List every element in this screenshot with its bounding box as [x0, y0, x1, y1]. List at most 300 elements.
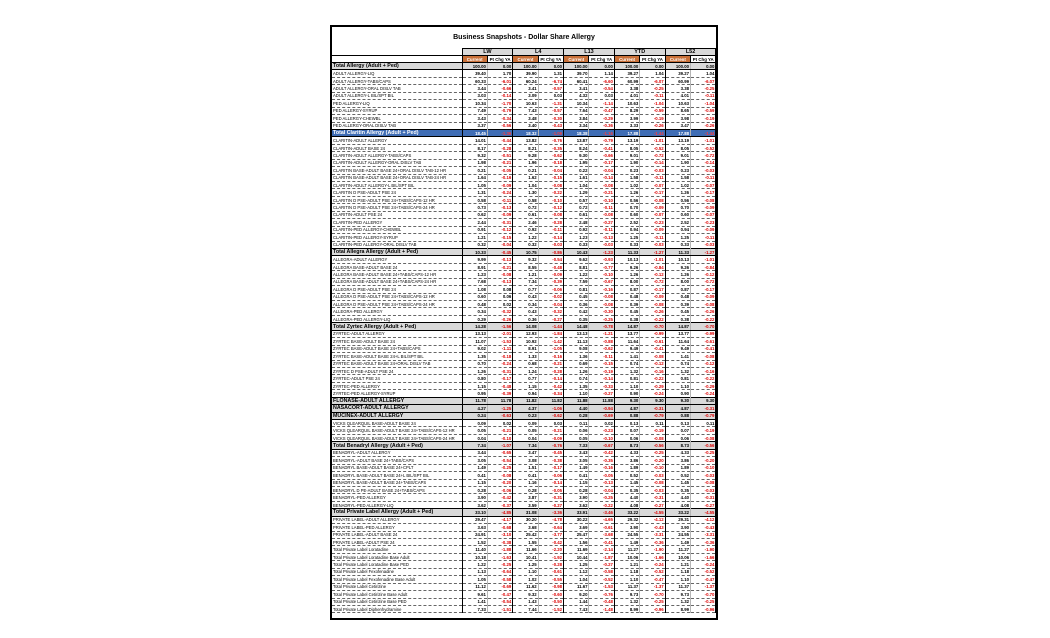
current-value-cell[interactable]: 3.40: [513, 122, 538, 129]
pt-chg-value-cell[interactable]: -1.21: [589, 330, 614, 337]
current-value-cell[interactable]: 0.60: [462, 293, 487, 300]
current-value-cell[interactable]: 9.30: [665, 397, 690, 404]
pt-chg-value-cell[interactable]: 0.00: [538, 63, 563, 70]
pt-chg-value-cell[interactable]: -0.20: [487, 479, 512, 486]
current-value-cell[interactable]: 11.33: [665, 248, 690, 255]
pt-chg-value-cell[interactable]: -0.60: [538, 591, 563, 598]
pt-chg-value-cell[interactable]: -1.44: [538, 323, 563, 330]
pt-chg-value-cell[interactable]: -0.03: [640, 486, 665, 493]
current-value-cell[interactable]: 0.35: [614, 486, 639, 493]
current-value-cell[interactable]: 30.20: [513, 516, 538, 523]
current-value-cell[interactable]: 10.34: [462, 100, 487, 107]
pt-chg-value-cell[interactable]: -0.19: [589, 367, 614, 374]
pt-chg-value-cell[interactable]: -0.98: [538, 583, 563, 590]
pt-chg-value-cell[interactable]: -0.42: [589, 449, 614, 456]
current-value-cell[interactable]: 10.43: [564, 248, 589, 255]
current-value-cell[interactable]: 2.44: [462, 219, 487, 226]
current-value-cell[interactable]: 0.87: [614, 286, 639, 293]
row-label[interactable]: ZYRTEC BASE-ADULT BASE 24+L BIL/SPT BIL: [332, 353, 462, 360]
pt-chg-value-cell[interactable]: -1.42: [538, 338, 563, 345]
pt-chg-value-cell[interactable]: -0.70: [640, 323, 665, 330]
current-value-cell[interactable]: 100.00: [462, 63, 487, 70]
current-value-cell[interactable]: 3.90: [665, 524, 690, 531]
current-value-cell[interactable]: 3.38: [614, 85, 639, 92]
pt-chg-value-cell[interactable]: -0.70: [691, 591, 716, 598]
pt-chg-ya-header-l4[interactable]: Pt Chg YA: [538, 56, 563, 63]
current-value-cell[interactable]: 10.63: [513, 100, 538, 107]
pt-chg-value-cell[interactable]: -0.13: [487, 204, 512, 211]
row-label[interactable]: BENADRYL-ADULT ALLERGY: [332, 449, 462, 456]
current-value-cell[interactable]: 1.02: [513, 576, 538, 583]
pt-chg-value-cell[interactable]: -0.27: [538, 315, 563, 322]
pt-chg-value-cell[interactable]: -4.78: [538, 516, 563, 523]
current-value-cell[interactable]: 8.91: [462, 263, 487, 270]
pt-chg-value-cell[interactable]: -0.08: [589, 293, 614, 300]
current-value-cell[interactable]: 1.41: [462, 598, 487, 605]
current-value-cell[interactable]: 7.59: [564, 278, 589, 285]
pt-chg-value-cell[interactable]: -0.99: [691, 330, 716, 337]
pt-chg-value-cell[interactable]: -0.93: [589, 256, 614, 263]
current-value-cell[interactable]: 1.10: [564, 390, 589, 397]
current-value-cell[interactable]: 0.05: [564, 434, 589, 441]
pt-chg-value-cell[interactable]: -0.09: [691, 293, 716, 300]
current-value-cell[interactable]: 33.91: [564, 509, 589, 516]
pt-chg-value-cell[interactable]: -0.19: [640, 427, 665, 434]
row-label[interactable]: Total Benadryl Allergy (Adult + Ped): [332, 442, 462, 449]
current-value-cell[interactable]: 0.58: [462, 196, 487, 203]
current-value-cell[interactable]: 24.55: [665, 531, 690, 538]
pt-chg-value-cell[interactable]: -0.22: [691, 375, 716, 382]
pt-chg-value-cell[interactable]: -1.27: [691, 248, 716, 255]
pt-chg-value-cell[interactable]: -1.37: [691, 583, 716, 590]
current-value-cell[interactable]: 13.19: [665, 137, 690, 144]
current-value-cell[interactable]: 9.30: [614, 397, 639, 404]
pt-chg-value-cell[interactable]: 1.04: [640, 70, 665, 77]
pt-chg-value-cell[interactable]: -0.63: [487, 412, 512, 419]
pt-chg-value-cell[interactable]: -0.21: [589, 189, 614, 196]
pt-chg-value-cell[interactable]: -0.09: [640, 226, 665, 233]
pt-chg-value-cell[interactable]: -2.20: [538, 546, 563, 553]
current-value-cell[interactable]: 10.13: [665, 256, 690, 263]
pt-chg-value-cell[interactable]: -0.27: [589, 390, 614, 397]
row-label[interactable]: FLONASE-ADULT ALLERGY: [332, 397, 462, 404]
pt-chg-value-cell[interactable]: -0.24: [691, 390, 716, 397]
row-label[interactable]: VICKS QLEARQUIL BASE-ADULT BASE 24: [332, 420, 462, 427]
row-label[interactable]: PED ALLERGY-ORAL DISLV TAB: [332, 122, 462, 129]
current-value-cell[interactable]: 39.40: [462, 70, 487, 77]
row-label[interactable]: ALLEGRA-PED ALLERGY: [332, 308, 462, 315]
pt-chg-value-cell[interactable]: -1.36: [487, 129, 512, 136]
pt-chg-value-cell[interactable]: -1.09: [538, 129, 563, 136]
pt-chg-value-cell[interactable]: 0.06: [487, 293, 512, 300]
pt-chg-value-cell[interactable]: -0.04: [589, 486, 614, 493]
current-value-cell[interactable]: 100.00: [564, 63, 589, 70]
pt-chg-value-cell[interactable]: -0.27: [589, 561, 614, 568]
pt-chg-value-cell[interactable]: -0.08: [640, 353, 665, 360]
pt-chg-value-cell[interactable]: -0.09: [538, 434, 563, 441]
pt-chg-value-cell[interactable]: -0.14: [640, 159, 665, 166]
current-value-cell[interactable]: 11.64: [665, 338, 690, 345]
pt-chg-value-cell[interactable]: -0.03: [691, 167, 716, 174]
row-label[interactable]: ALLEGRA D PSE-ADULT PSE 24: [332, 286, 462, 293]
current-value-cell[interactable]: 10.06: [614, 553, 639, 560]
pt-chg-value-cell[interactable]: 0.03: [538, 420, 563, 427]
current-value-cell[interactable]: 3.38: [665, 85, 690, 92]
current-value-cell[interactable]: 7.34: [513, 442, 538, 449]
row-label[interactable]: ALLEGRA BASE-ADULT BASE 24+TABS/CAPS-24 HR: [332, 278, 462, 285]
current-value-cell[interactable]: 1.18: [665, 568, 690, 575]
pt-chg-value-cell[interactable]: 1.70: [487, 70, 512, 77]
current-value-cell[interactable]: 0.74: [665, 360, 690, 367]
current-value-cell[interactable]: 1.15: [462, 382, 487, 389]
current-value-cell[interactable]: 0.13: [614, 420, 639, 427]
pt-chg-value-cell[interactable]: -0.22: [640, 375, 665, 382]
pt-chg-value-cell[interactable]: 11.82: [538, 397, 563, 404]
current-value-cell[interactable]: 1.04: [564, 182, 589, 189]
current-value-cell[interactable]: 24.91: [462, 531, 487, 538]
pt-chg-value-cell[interactable]: -0.06: [487, 486, 512, 493]
row-label[interactable]: ZYRTEC-ADULT ALLERGY: [332, 330, 462, 337]
pt-chg-value-cell[interactable]: -0.08: [640, 301, 665, 308]
current-header-lw[interactable]: Current: [462, 56, 487, 63]
current-value-cell[interactable]: 8.81: [564, 263, 589, 270]
current-value-cell[interactable]: 29.32: [614, 516, 639, 523]
pt-chg-value-cell[interactable]: -0.52: [589, 576, 614, 583]
row-label[interactable]: ALLEGRA-PED ALLERGY-LIQ: [332, 315, 462, 322]
current-value-cell[interactable]: 0.88: [665, 412, 690, 419]
current-value-cell[interactable]: 0.06: [614, 434, 639, 441]
current-value-cell[interactable]: 0.28: [564, 412, 589, 419]
pt-chg-value-cell[interactable]: -0.99: [640, 330, 665, 337]
current-value-cell[interactable]: 1.56: [564, 539, 589, 546]
current-value-cell[interactable]: 4.01: [614, 92, 639, 99]
current-header-l4[interactable]: Current: [513, 56, 538, 63]
current-value-cell[interactable]: 1.45: [614, 479, 639, 486]
pt-chg-value-cell[interactable]: -1.87: [589, 553, 614, 560]
pt-chg-value-cell[interactable]: -1.63: [487, 553, 512, 560]
current-header-ytd[interactable]: Current: [614, 56, 639, 63]
pt-chg-value-cell[interactable]: -0.16: [589, 286, 614, 293]
current-value-cell[interactable]: 1.10: [513, 568, 538, 575]
current-value-cell[interactable]: 1.04: [513, 182, 538, 189]
row-label[interactable]: BENADRYL-ADULT BASE 24+TABS/CAPS: [332, 457, 462, 464]
current-value-cell[interactable]: 0.24: [462, 412, 487, 419]
current-value-cell[interactable]: 10.18: [462, 553, 487, 560]
pt-chg-value-cell[interactable]: -4.55: [640, 509, 665, 516]
pt-chg-value-cell[interactable]: -0.17: [538, 464, 563, 471]
current-value-cell[interactable]: 0.52: [665, 472, 690, 479]
current-value-cell[interactable]: 1.32: [614, 367, 639, 374]
pt-chg-value-cell[interactable]: -0.23: [640, 219, 665, 226]
current-value-cell[interactable]: 11.33: [614, 248, 639, 255]
current-value-cell[interactable]: 1.25: [564, 561, 589, 568]
pt-chg-value-cell[interactable]: -1.11: [487, 345, 512, 352]
pt-chg-value-cell[interactable]: 0.02: [487, 420, 512, 427]
current-value-cell[interactable]: 7.43: [564, 605, 589, 612]
pt-chg-value-cell[interactable]: -0.08: [589, 301, 614, 308]
pt-chg-value-cell[interactable]: -0.11: [589, 204, 614, 211]
current-value-cell[interactable]: 11.64: [614, 338, 639, 345]
current-value-cell[interactable]: 60.33: [462, 77, 487, 84]
current-value-cell[interactable]: 0.34: [513, 301, 538, 308]
pt-chg-value-cell[interactable]: -3.36: [538, 509, 563, 516]
current-value-cell[interactable]: 0.33: [564, 241, 589, 248]
current-value-cell[interactable]: 8.65: [665, 107, 690, 114]
current-value-cell[interactable]: 9.49: [665, 345, 690, 352]
current-value-cell[interactable]: 12.93: [513, 330, 538, 337]
pt-chg-value-cell[interactable]: -0.94: [589, 405, 614, 412]
pt-chg-value-cell[interactable]: 0.00: [691, 63, 716, 70]
row-label[interactable]: ADULT ALLERGY-LIQ: [332, 70, 462, 77]
current-value-cell[interactable]: 4.27: [462, 405, 487, 412]
pt-chg-value-cell[interactable]: -1.44: [640, 129, 665, 136]
pt-chg-value-cell[interactable]: -1.01: [640, 137, 665, 144]
pt-chg-value-cell[interactable]: -0.13: [589, 479, 614, 486]
row-label[interactable]: Total Private Label Loratadine Base Adult: [332, 553, 462, 560]
pt-chg-value-cell[interactable]: -0.50: [538, 598, 563, 605]
period-group-ytd[interactable]: YTD: [614, 49, 665, 56]
pt-chg-value-cell[interactable]: -0.54: [487, 598, 512, 605]
current-header-l52[interactable]: Current: [665, 56, 690, 63]
current-value-cell[interactable]: 0.21: [513, 167, 538, 174]
pt-chg-value-cell[interactable]: 0.03: [538, 92, 563, 99]
current-value-cell[interactable]: 9.01: [665, 152, 690, 159]
pt-chg-value-cell[interactable]: -0.11: [640, 174, 665, 181]
pt-chg-value-cell[interactable]: -0.18: [538, 159, 563, 166]
row-label[interactable]: PRIVATE LABEL-ADULT ALLERGY: [332, 516, 462, 523]
pt-chg-value-cell[interactable]: -0.27: [691, 501, 716, 508]
current-value-cell[interactable]: 1.32: [614, 598, 639, 605]
current-value-cell[interactable]: 100.00: [513, 63, 538, 70]
current-value-cell[interactable]: 1.25: [614, 234, 639, 241]
current-value-cell[interactable]: 0.39: [665, 301, 690, 308]
row-label[interactable]: ZYRTEC-PED ALLERGY-SYRUP: [332, 390, 462, 397]
pt-chg-value-cell[interactable]: -0.28: [538, 219, 563, 226]
row-label[interactable]: BENADRYL BASE-ADULT BASE 24+TABS/CAPS: [332, 479, 462, 486]
current-value-cell[interactable]: 3.03: [462, 92, 487, 99]
current-value-cell[interactable]: 1.02: [665, 182, 690, 189]
pt-chg-value-cell[interactable]: -0.21: [487, 159, 512, 166]
pt-chg-value-cell[interactable]: -0.08: [538, 182, 563, 189]
current-value-cell[interactable]: 1.26: [614, 189, 639, 196]
pt-chg-value-cell[interactable]: -0.08: [691, 301, 716, 308]
pt-chg-value-cell[interactable]: -0.31: [691, 405, 716, 412]
pt-chg-value-cell[interactable]: -0.08: [691, 196, 716, 203]
pt-chg-value-cell[interactable]: -0.70: [691, 323, 716, 330]
pt-chg-value-cell[interactable]: -1.56: [487, 323, 512, 330]
current-value-cell[interactable]: 4.32: [564, 92, 589, 99]
current-value-cell[interactable]: 10.63: [665, 100, 690, 107]
current-value-cell[interactable]: 3.41: [513, 85, 538, 92]
current-value-cell[interactable]: 3.34: [564, 122, 589, 129]
pt-chg-value-cell[interactable]: -0.12: [691, 271, 716, 278]
pt-chg-value-cell[interactable]: -0.07: [691, 211, 716, 218]
pt-chg-value-cell[interactable]: -0.12: [487, 226, 512, 233]
pt-chg-value-cell[interactable]: -0.03: [538, 241, 563, 248]
pt-chg-value-cell[interactable]: -0.17: [589, 159, 614, 166]
pt-chg-value-cell[interactable]: -1.04: [640, 100, 665, 107]
pt-chg-value-cell[interactable]: -0.56: [640, 442, 665, 449]
pt-chg-value-cell[interactable]: -0.15: [538, 174, 563, 181]
current-value-cell[interactable]: 7.33: [462, 605, 487, 612]
current-value-cell[interactable]: 1.15: [564, 479, 589, 486]
current-value-cell[interactable]: 1.26: [665, 189, 690, 196]
current-value-cell[interactable]: 0.68: [513, 360, 538, 367]
current-value-cell[interactable]: 0.38: [614, 315, 639, 322]
current-value-cell[interactable]: 9.62: [564, 256, 589, 263]
pt-chg-value-cell[interactable]: -0.05: [589, 472, 614, 479]
current-value-cell[interactable]: 0.06: [564, 427, 589, 434]
pt-chg-value-cell[interactable]: -0.45: [538, 449, 563, 456]
row-label[interactable]: BENADRYL D PE-ADULT BASE 24+TABS/CAPS: [332, 486, 462, 493]
pt-chg-value-cell[interactable]: -0.08: [487, 271, 512, 278]
current-value-cell[interactable]: 3.62: [462, 501, 487, 508]
current-value-cell[interactable]: 9.20: [564, 591, 589, 598]
current-value-cell[interactable]: 60.99: [665, 77, 690, 84]
pt-chg-value-cell[interactable]: -0.47: [640, 576, 665, 583]
current-value-cell[interactable]: 10.75: [513, 248, 538, 255]
pt-chg-value-cell[interactable]: -0.26: [487, 315, 512, 322]
pt-chg-value-cell[interactable]: -1.53: [487, 338, 512, 345]
pt-chg-value-cell[interactable]: -0.39: [487, 390, 512, 397]
current-value-cell[interactable]: 0.36: [564, 301, 589, 308]
current-value-cell[interactable]: 1.16: [513, 479, 538, 486]
pt-chg-value-cell[interactable]: -0.27: [589, 219, 614, 226]
current-value-cell[interactable]: 0.13: [665, 420, 690, 427]
pt-chg-value-cell[interactable]: -0.27: [640, 501, 665, 508]
pt-chg-value-cell[interactable]: -1.05: [538, 345, 563, 352]
pt-chg-value-cell[interactable]: -0.47: [589, 107, 614, 114]
current-value-cell[interactable]: 1.35: [564, 382, 589, 389]
pt-chg-value-cell[interactable]: -0.16: [691, 367, 716, 374]
current-value-cell[interactable]: 10.34: [564, 100, 589, 107]
current-value-cell[interactable]: 1.23: [462, 271, 487, 278]
pt-chg-value-cell[interactable]: -0.52: [691, 144, 716, 151]
current-value-cell[interactable]: 18.32: [513, 129, 538, 136]
current-value-cell[interactable]: 0.60: [665, 211, 690, 218]
row-label[interactable]: ZYRTEC BASE-ADULT BASE 24+TABS/CAPS: [332, 345, 462, 352]
current-value-cell[interactable]: 0.45: [614, 308, 639, 315]
pt-chg-value-cell[interactable]: -0.29: [640, 382, 665, 389]
pt-chg-value-cell[interactable]: -0.22: [589, 501, 614, 508]
pt-chg-value-cell[interactable]: -0.64: [487, 568, 512, 575]
pt-chg-value-cell[interactable]: -0.36: [589, 122, 614, 129]
current-value-cell[interactable]: 8.05: [614, 144, 639, 151]
current-value-cell[interactable]: 0.22: [564, 167, 589, 174]
pt-chg-value-cell[interactable]: -0.32: [538, 308, 563, 315]
current-value-cell[interactable]: 1.49: [614, 539, 639, 546]
pt-chg-value-cell[interactable]: -0.61: [589, 524, 614, 531]
row-label[interactable]: CLARITIN-ADULT BASE 24: [332, 144, 462, 151]
row-label[interactable]: CLARITIN-PED ALLERGY-SYRUP: [332, 234, 462, 241]
current-value-cell[interactable]: 3.90: [614, 524, 639, 531]
pt-chg-value-cell[interactable]: 0.03: [589, 92, 614, 99]
current-value-cell[interactable]: 1.64: [462, 174, 487, 181]
current-value-cell[interactable]: 0.28: [564, 486, 589, 493]
pt-chg-value-cell[interactable]: -0.11: [640, 234, 665, 241]
current-value-cell[interactable]: 0.07: [665, 427, 690, 434]
pt-chg-value-cell[interactable]: -0.17: [640, 189, 665, 196]
current-value-cell[interactable]: 17.88: [614, 129, 639, 136]
current-value-cell[interactable]: 3.05: [462, 457, 487, 464]
current-value-cell[interactable]: 1.49: [462, 464, 487, 471]
row-label[interactable]: Total Private Label Loratadine Base PED: [332, 561, 462, 568]
row-label[interactable]: Total Claritin Allergy (Adult + Ped): [332, 129, 462, 136]
pt-chg-value-cell[interactable]: -0.11: [589, 226, 614, 233]
pt-chg-value-cell[interactable]: -0.72: [640, 278, 665, 285]
pt-chg-value-cell[interactable]: -0.67: [589, 278, 614, 285]
current-value-cell[interactable]: 0.95: [462, 390, 487, 397]
current-value-cell[interactable]: 0.43: [513, 308, 538, 315]
current-value-cell[interactable]: 1.12: [564, 568, 589, 575]
pt-chg-value-cell[interactable]: -0.20: [691, 457, 716, 464]
row-label[interactable]: VICKS QLEARQUIL BASE-ADULT BASE 24+TABS/CAPS-12 HR: [332, 427, 462, 434]
row-label[interactable]: BENADRYL BASE-ADULT BASE 24+L BIL/SPT BIL: [332, 472, 462, 479]
pt-chg-value-cell[interactable]: 0.08: [487, 286, 512, 293]
row-label[interactable]: Total Private Label Fexofenadine Base Adult: [332, 576, 462, 583]
pt-chg-value-cell[interactable]: -0.43: [691, 524, 716, 531]
current-value-cell[interactable]: 0.33: [614, 241, 639, 248]
current-value-cell[interactable]: 8.91: [513, 345, 538, 352]
current-value-cell[interactable]: 0.73: [462, 204, 487, 211]
current-value-cell[interactable]: 9.26: [665, 263, 690, 270]
current-value-cell[interactable]: 13.19: [614, 137, 639, 144]
pt-chg-ya-header-lw[interactable]: Pt Chg YA: [487, 56, 512, 63]
current-value-cell[interactable]: 39.27: [614, 70, 639, 77]
current-value-cell[interactable]: 1.98: [462, 159, 487, 166]
current-value-cell[interactable]: 13.87: [564, 137, 589, 144]
pt-chg-value-cell[interactable]: -0.10: [589, 196, 614, 203]
pt-chg-value-cell[interactable]: -0.45: [487, 248, 512, 255]
pt-chg-value-cell[interactable]: -0.61: [691, 338, 716, 345]
pt-chg-value-cell[interactable]: -1.66: [640, 553, 665, 560]
current-value-cell[interactable]: 7.33: [564, 442, 589, 449]
row-label[interactable]: CLARITIN-PED ALLERGY-ORAL DISLV TAB: [332, 241, 462, 248]
pt-chg-value-cell[interactable]: -1.06: [538, 405, 563, 412]
pt-chg-value-cell[interactable]: -0.11: [589, 353, 614, 360]
pt-chg-value-cell[interactable]: -0.24: [691, 561, 716, 568]
current-value-cell[interactable]: 2.46: [513, 219, 538, 226]
pt-chg-value-cell[interactable]: -3.10: [487, 531, 512, 538]
current-value-cell[interactable]: 1.33: [513, 353, 538, 360]
current-value-cell[interactable]: 1.90: [665, 159, 690, 166]
pt-chg-value-cell[interactable]: 0.00: [640, 63, 665, 70]
current-value-cell[interactable]: 0.92: [564, 226, 589, 233]
pt-chg-value-cell[interactable]: -0.55: [538, 576, 563, 583]
pt-chg-value-cell[interactable]: -0.31: [487, 367, 512, 374]
pt-chg-value-cell[interactable]: -3.46: [589, 509, 614, 516]
current-value-cell[interactable]: 0.32: [462, 241, 487, 248]
current-value-cell[interactable]: 0.23: [665, 167, 690, 174]
pt-chg-value-cell[interactable]: -0.19: [691, 115, 716, 122]
row-label[interactable]: PRIVATE LABEL-PED ALLERGY: [332, 524, 462, 531]
current-value-cell[interactable]: 9.32: [513, 256, 538, 263]
current-value-cell[interactable]: 1.29: [564, 189, 589, 196]
current-value-cell[interactable]: 10.06: [665, 553, 690, 560]
pt-chg-value-cell[interactable]: -0.54: [589, 85, 614, 92]
row-label[interactable]: Total Private Label Fexofenadine: [332, 568, 462, 575]
pt-chg-value-cell[interactable]: -0.67: [589, 442, 614, 449]
current-value-cell[interactable]: 0.09: [462, 420, 487, 427]
row-label[interactable]: ALLEGRA D PSE-ADULT PSE 24+TABS/CAPS-24 HR: [332, 301, 462, 308]
pt-chg-value-cell[interactable]: -0.54: [538, 256, 563, 263]
current-value-cell[interactable]: 1.52: [462, 539, 487, 546]
pt-chg-value-cell[interactable]: -0.16: [640, 367, 665, 374]
pt-chg-value-cell[interactable]: -0.31: [538, 494, 563, 501]
row-label[interactable]: BENADRYL-PED ALLERGY-LIQ: [332, 501, 462, 508]
current-value-cell[interactable]: 10.41: [513, 553, 538, 560]
pt-chg-value-cell[interactable]: -0.52: [640, 144, 665, 151]
